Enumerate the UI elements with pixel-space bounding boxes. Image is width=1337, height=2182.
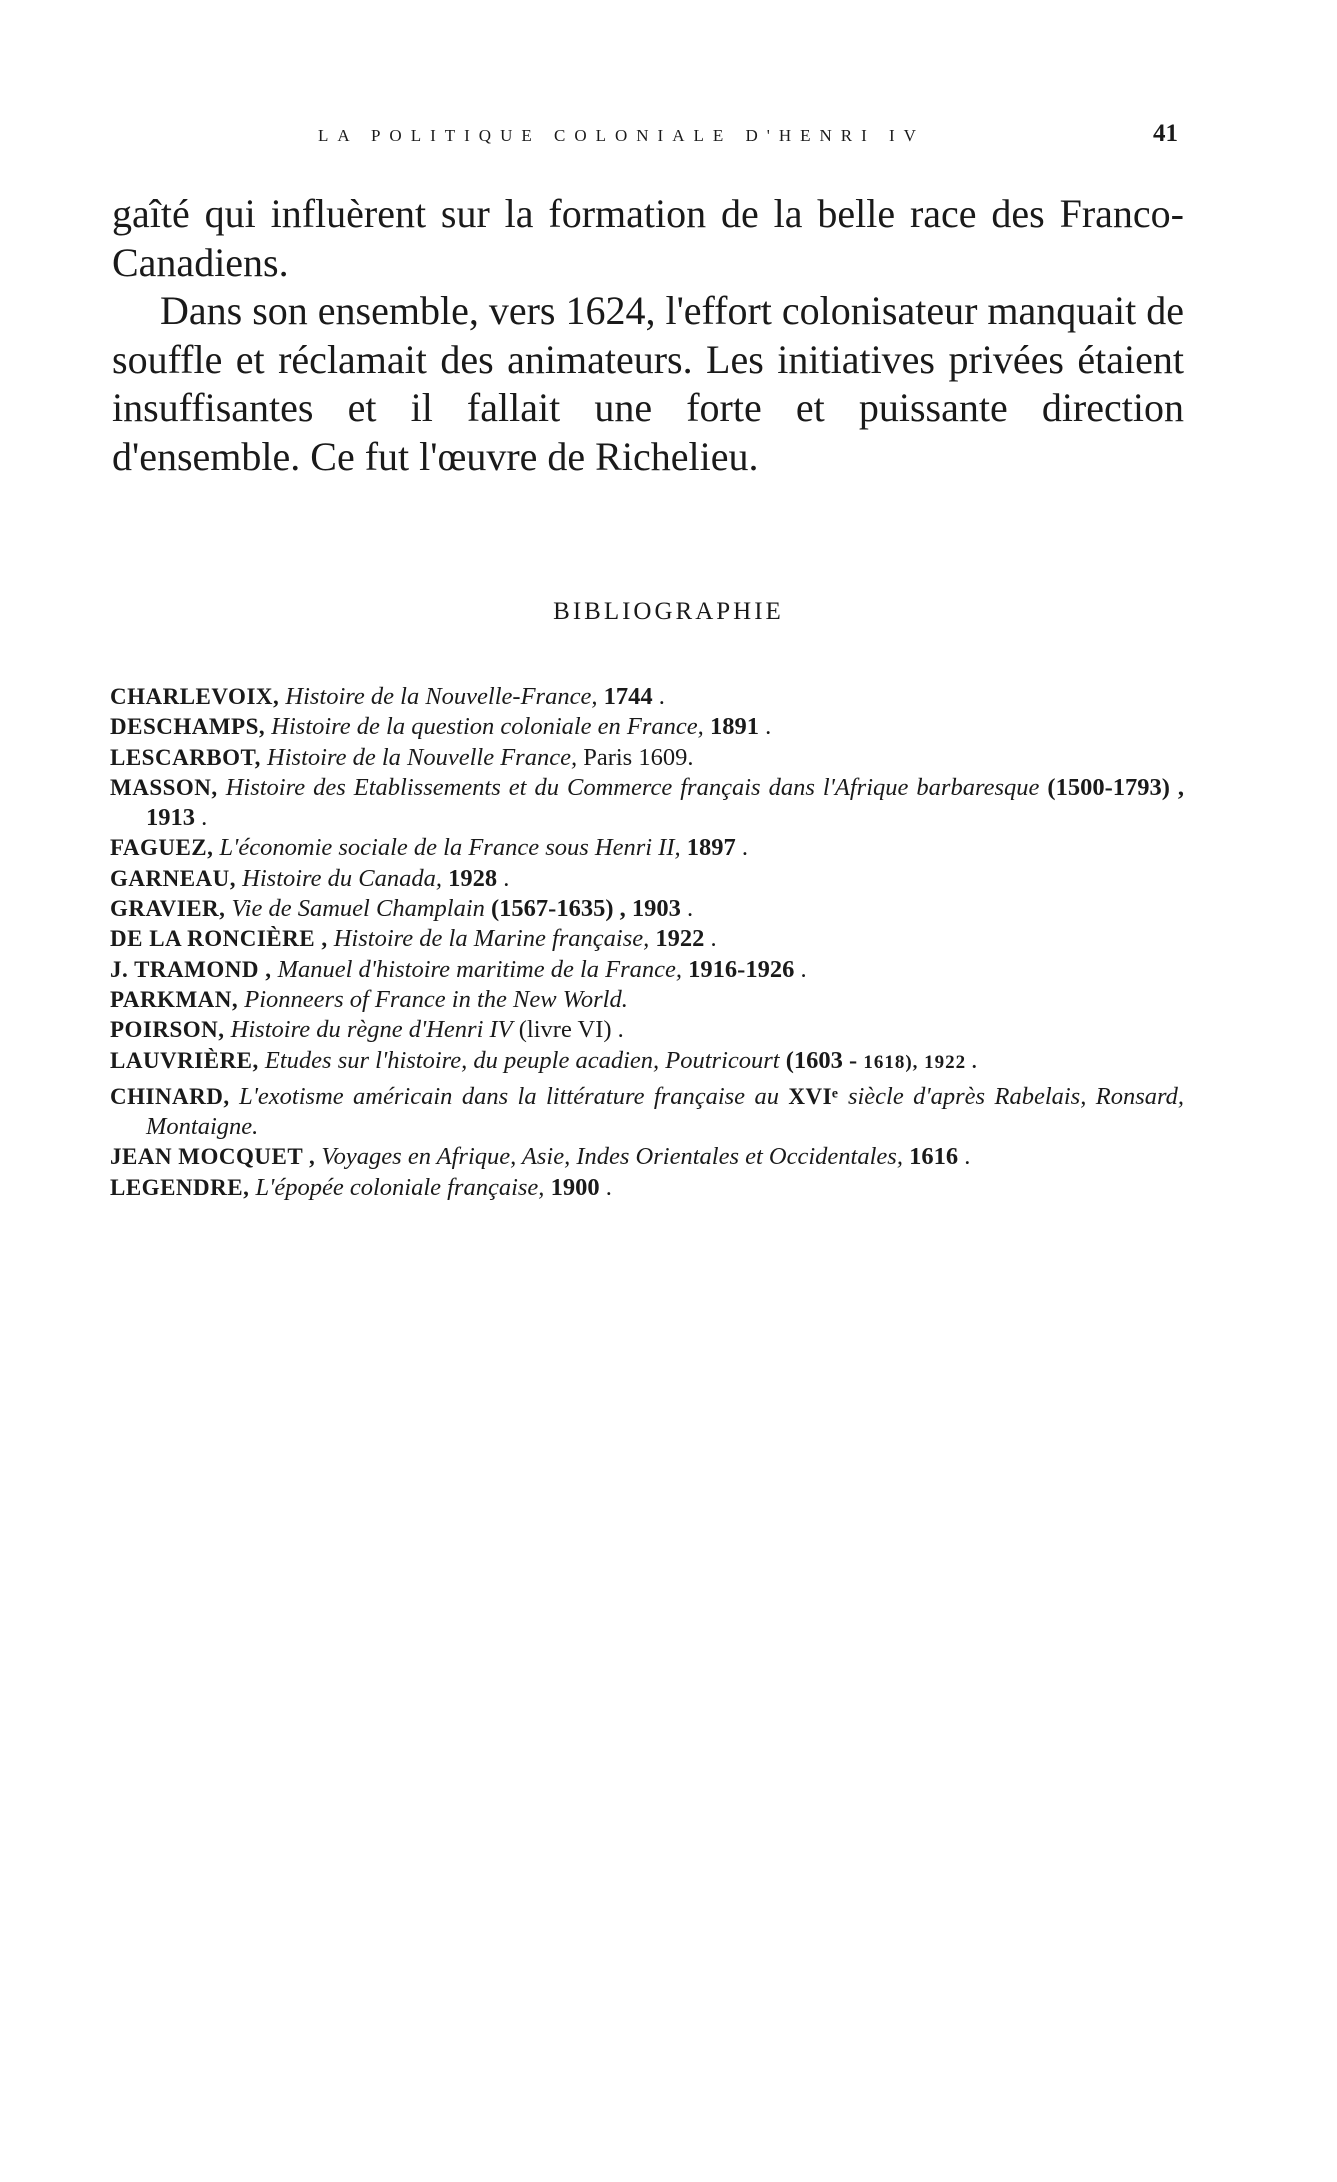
entry-author: J. TRAMOND ,	[110, 956, 272, 982]
bibliography-entry	[110, 712, 1184, 742]
bibliography-entry	[110, 682, 1184, 712]
entry-year: (1500-1793) , 1913	[146, 773, 1185, 832]
body-paragraph: gaîté qui influèrent sur la formation de la belle race des Franco-Canadiens.	[112, 191, 1184, 285]
entry-author: LEGENDRE,	[110, 1174, 250, 1200]
entry-year: 1744	[603, 683, 653, 710]
entry-title: Histoire de la Nouvelle-France,	[285, 683, 598, 710]
body-paragraph: Dans son ensemble, vers 1624, l'effort colonisateur manquait de souffle et réclamait des animateurs. Les initiatives privées étaient insuffisantes et il fallait une forte et puissante direction d'ensemble. Ce fut l'œuvre de Richelieu.	[112, 288, 1184, 479]
bibliography-entry	[110, 1173, 1184, 1203]
entry-author: CHARLEVOIX,	[110, 684, 280, 709]
bibliography-entry	[110, 1046, 1184, 1078]
entry-rest: .	[503, 864, 510, 892]
entry-title: L'économie sociale de la France sous Henri II,	[219, 834, 681, 862]
entry-year: 1922	[655, 925, 705, 953]
bibliography-entry	[110, 894, 1184, 924]
entry-author: POIRSON,	[110, 1017, 225, 1043]
entry-rest: .	[605, 1173, 612, 1201]
entry-author: PARKMAN,	[110, 986, 239, 1012]
bibliography-entry	[110, 1082, 1184, 1143]
entry-rest: siècle d'après Rabelais, Ronsard, Montaigne.	[146, 1082, 1185, 1141]
entry-year: (1567-1635) , 1903	[491, 895, 681, 923]
entry-year: 1897	[686, 834, 736, 862]
entry-rest: .	[658, 683, 665, 710]
entry-title: L'exotisme américain dans la littérature française au	[239, 1082, 779, 1110]
entry-rest: 1618), 1922 .	[863, 1051, 978, 1073]
entry-author: JEAN MOCQUET ,	[110, 1144, 316, 1170]
entry-title: Histoire de la Nouvelle France,	[267, 743, 578, 771]
entry-title: Pionneers of France in the New World.	[244, 985, 628, 1013]
entry-author: DESCHAMPS,	[110, 714, 266, 740]
bibliography-entry	[110, 833, 1184, 863]
entry-title: Histoire du règne d'Henri IV	[230, 1016, 513, 1044]
entry-rest: .	[765, 713, 772, 741]
entry-year: 1900	[550, 1173, 600, 1201]
bibliography-entry	[110, 743, 1184, 773]
entry-author: CHINARD,	[110, 1083, 230, 1109]
entry-year: (1603 -	[785, 1046, 858, 1074]
entry-rest: .	[710, 925, 717, 953]
running-head: LA POLITIQUE COLONIALE D'HENRI IV	[318, 126, 925, 145]
entry-title: Histoire de la Marine française,	[333, 925, 650, 953]
entry-author: LESCARBOT,	[110, 744, 261, 770]
entry-rest: .	[964, 1143, 971, 1171]
bibliography-heading: BIBLIOGRAPHIE	[553, 598, 784, 625]
bibliography-entry	[110, 924, 1184, 954]
entry-title: Etudes sur l'histoire, du peuple acadien, Poutricourt	[264, 1046, 780, 1074]
entry-author: GARNEAU,	[110, 865, 237, 891]
entry-year: (livre VI)	[518, 1016, 612, 1044]
page-number: 41	[1153, 120, 1178, 147]
entry-title: Manuel d'histoire maritime de la France,	[277, 955, 683, 983]
entry-rest: .	[800, 955, 807, 983]
entry-author: LAUVRIÈRE,	[110, 1047, 259, 1073]
entry-author: MASSON,	[110, 774, 218, 800]
entry-title: Histoire du Canada,	[242, 864, 443, 892]
body-text	[112, 190, 1184, 481]
entry-year: XVIᵉ	[788, 1083, 839, 1109]
entry-author: GRAVIER,	[110, 896, 226, 922]
entry-author: FAGUEZ,	[110, 835, 214, 861]
bibliography-entry	[110, 864, 1184, 894]
entry-rest: .	[741, 834, 749, 862]
entry-year: 1891	[709, 713, 759, 741]
entry-title: Histoire de la question coloniale en France,	[271, 713, 704, 741]
entry-year: 1616	[909, 1143, 959, 1171]
entry-author: DE LA RONCIÈRE ,	[110, 926, 328, 952]
entry-year: Paris 1609.	[583, 743, 694, 771]
bibliography-entry	[110, 1142, 1184, 1172]
bibliography-entry	[110, 985, 1184, 1015]
bibliography-entry	[110, 773, 1184, 834]
entry-rest: .	[687, 895, 694, 923]
entry-title: Vie de Samuel Champlain	[231, 895, 485, 923]
bibliography-entry	[110, 955, 1184, 985]
entry-title: Voyages en Afrique, Asie, Indes Orientales et Occidentales,	[321, 1143, 903, 1171]
entry-rest: .	[201, 804, 208, 832]
entry-title: Histoire des Etablissements et du Commerce français dans l'Afrique barbaresque	[225, 773, 1040, 801]
entry-year: 1928	[448, 864, 498, 892]
bibliography-entry	[110, 1015, 1184, 1045]
entry-title: L'épopée coloniale française,	[255, 1173, 545, 1201]
entry-rest: .	[617, 1016, 624, 1044]
entry-year: 1916-1926	[688, 955, 795, 983]
bibliography-list	[110, 682, 1184, 1203]
